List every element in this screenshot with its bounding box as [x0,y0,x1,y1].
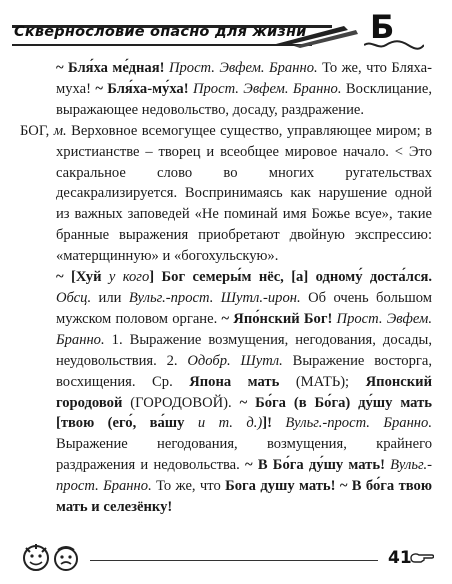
phrase: ~ В бо́га твою мать и селезёнку! [56,478,432,516]
cross-reference: Бога душу мать! [225,478,336,495]
phrase: ~ Япо́нский Бог! [221,310,333,327]
phrase-note: у кого [108,269,150,286]
phrase-note: и т. д.) [197,415,263,432]
dictionary-text [20,58,432,518]
entry-blyakha [20,58,432,121]
phrase: ~ Бо́га (в Бо́га) ду́шу мать [твою (его́, ва́шу [56,394,432,432]
phrase: ~ Бля́ха ме́дная! [56,60,165,76]
usage-label: Вульг.-прост. Бранно. [56,457,432,495]
usage-label: Вульг.-прост. Шутл.-ирон. [128,289,301,306]
headword: БОГ, [20,122,50,139]
pointing-hand-icon [410,550,434,566]
entry-bog-phrases [20,267,432,518]
definition: Выражение негодования, возмущения, крайнего раздражения и недовольства. [56,436,432,474]
connector: или [98,289,122,306]
page-footer [18,540,438,574]
reference-target: (ГОРОДОВОЙ). [130,394,232,411]
phrase: ]! [262,415,272,432]
reference-target: (МАТЬ); [295,373,350,390]
cross-reference: Япона мать [189,373,280,390]
usage-label: Прост. Эвфем. Бранно. [168,60,318,76]
usage-label: Обсц. [56,289,92,306]
cross-reference: Японский городовой [56,373,432,411]
header-rule-lower [12,44,312,46]
running-header [12,8,440,52]
definition: Выражение восторга, восхищения. Ср. [56,352,433,390]
entry-bog [20,121,432,267]
footer-rule [90,560,378,561]
usage-label: Вульг.-прост. Бранно. [285,415,432,432]
definition: 1. Выражение возмущения, негодования, досады, неудовольствия. 2. [56,331,432,369]
page-number: 41 [388,548,412,568]
definition: Верховное всемогущее существо, управляющее миром; в христианстве – творец и всеобщее мировое начало. < Это сакральное слово во многих ругательствах десакрализируется. Воспринимаясь как нарушение одной из важных заповедей «Не поминай имя Божье всуе», такие бранные выражения приобретают двойную экспрессию: «матерщинную» и «богохульскую». [56,122,432,265]
phrase: ~ Бля́ха-му́ха! [95,80,189,97]
grammar-label: м. [53,122,67,139]
definition: То же, что Бляха-муха! [56,60,433,97]
ornament-icon [364,38,424,52]
brush-stroke-icon [274,22,364,48]
definition: Восклицание, выражающее недовольство, досаду, раздражение. [56,80,432,118]
phrase: ] Бог семеры́м нёс, [а] одному́ доста́лся. [149,269,433,286]
definition: То же, что [156,478,221,495]
usage-label: Прост. Эвфем. Бранно. [192,80,342,97]
phrase: ~ [Хуй [56,269,102,286]
definition: Об очень большом мужском половом органе. [56,289,433,327]
phrase: ~ В Бо́га ду́шу мать! [245,457,385,474]
usage-label: Одобр. Шутл. [187,352,283,369]
usage-label: Прост. Эвфем. Бранно. [56,310,432,348]
section-letter: Б [370,8,395,46]
running-title: Сквернословие опасно для жизни [14,24,307,40]
cartoon-faces-icon [18,540,88,574]
